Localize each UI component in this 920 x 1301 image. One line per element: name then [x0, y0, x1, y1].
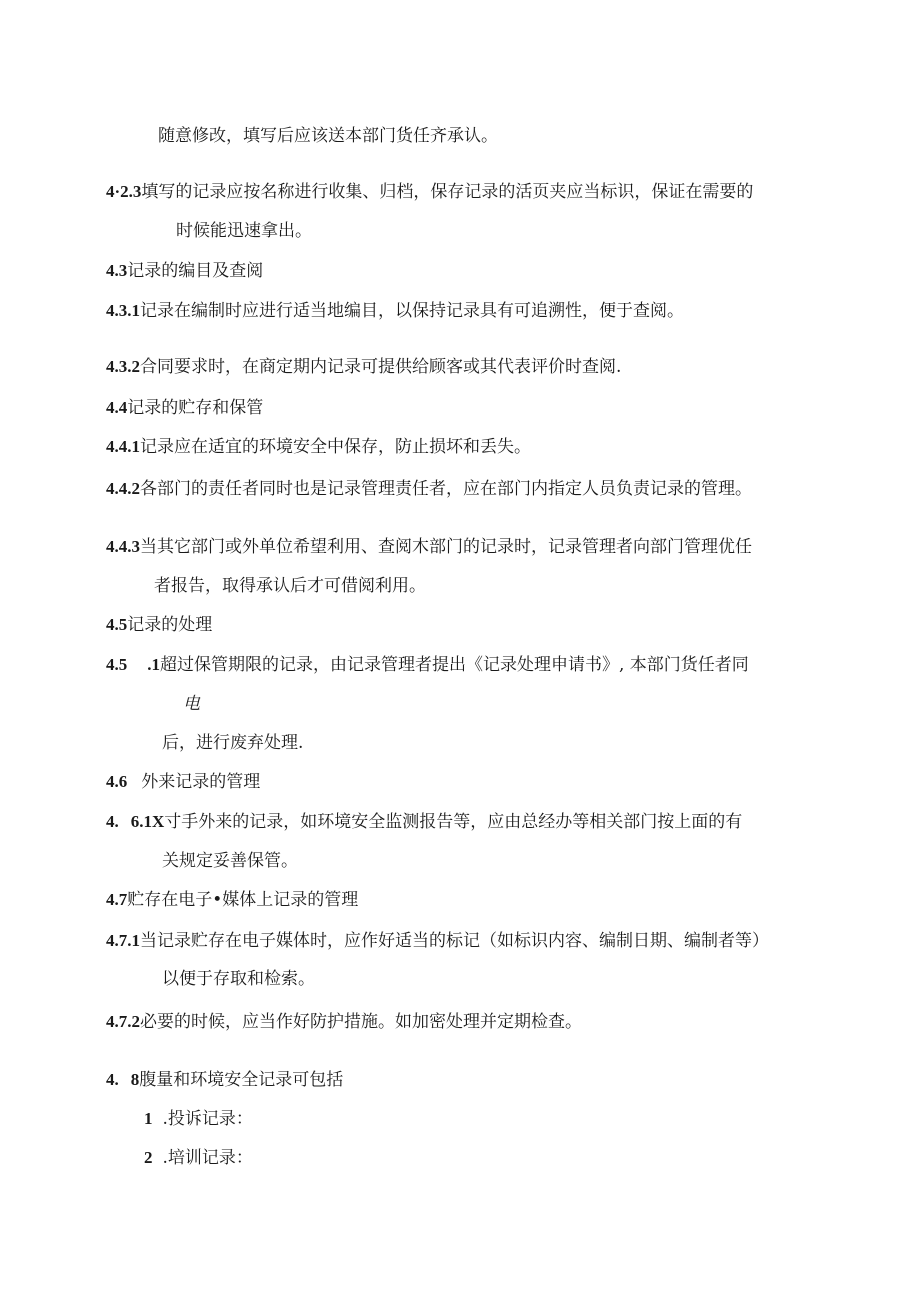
- paragraph-text: 记录应在适宜的环境安全中保存，防止损坏和丢失。: [140, 437, 531, 457]
- paragraph-text: 必要的时候，应当作好防护措施。如加密处理并定期检查。: [140, 1012, 582, 1032]
- section-number: 4.: [106, 812, 119, 831]
- section-number: 4.7.1: [106, 931, 140, 950]
- section-4-3-2: [106, 355, 621, 379]
- section-number: 8: [130, 1070, 140, 1089]
- section-number: 4.3.1: [106, 301, 140, 320]
- section-number: 6.1X: [130, 812, 165, 831]
- list-number: 2: [144, 1148, 153, 1167]
- paragraph-text: 当其它部门或外单位希望利用、查阅木部门的记录时，记录管理者向部门管理优任: [140, 537, 752, 557]
- text-line: [183, 692, 200, 716]
- section-4-8-heading: [106, 1068, 343, 1092]
- paragraph-text: 记录在编制时应进行适当地编目，以保持记录具有可追溯性，便于查阅。: [140, 301, 684, 321]
- section-number: .1: [147, 655, 160, 674]
- text-line: [158, 124, 498, 148]
- paragraph-text: 当记录贮存在电子媒体时，应作好适当的标记（如标识内容、编制日期、编制者等）: [140, 931, 769, 951]
- section-number: 4.4.2: [106, 479, 140, 498]
- list-item: [144, 1107, 253, 1131]
- section-4-5-1: [106, 653, 749, 677]
- section-4-4-1: [106, 435, 531, 459]
- section-number: 4.7.2: [106, 1012, 140, 1031]
- paragraph-text: 各部门的责任者同时也是记录管理责任者，应在部门内指定人员负责记录的管理。: [140, 479, 752, 499]
- list-item-text: .培训记录：: [162, 1148, 253, 1168]
- text-line: [154, 574, 426, 598]
- section-4-4-3: [106, 535, 752, 559]
- paragraph-text: 超过保管期限的记录，由记录管理者提出《记录处理申请书》, 本部门货任者同: [160, 655, 749, 675]
- paragraph-text: 后，进行废弃处理.: [162, 733, 304, 753]
- section-number: 4.4.1: [106, 437, 140, 456]
- section-heading: 记录的编目及查阅: [127, 261, 264, 281]
- section-number: 4.7: [106, 890, 128, 909]
- section-number: 4.4: [106, 398, 128, 417]
- text-line: [176, 219, 312, 243]
- section-4-3-1: [106, 299, 684, 323]
- section-number: 4.4.3: [106, 537, 140, 556]
- section-4-7-heading: [106, 888, 358, 912]
- section-4-2-3: [106, 180, 753, 204]
- section-4-5-heading: [106, 613, 212, 637]
- section-4-4-2: [106, 477, 752, 501]
- section-number: 4.3.2: [106, 357, 140, 376]
- section-number: 4.: [106, 1070, 119, 1089]
- list-number: 1: [144, 1109, 153, 1128]
- list-item: [144, 1146, 253, 1170]
- paragraph-text: 随意修改，填写后应该送本部门货任齐承认。: [158, 126, 498, 146]
- section-number: 4.6: [106, 772, 128, 791]
- text-line: [162, 731, 303, 755]
- section-heading: 贮存在电子•媒体上记录的管理: [127, 890, 359, 910]
- section-number: 4.5: [106, 655, 128, 674]
- section-heading: 外来记录的管理: [141, 772, 261, 792]
- paragraph-text: 者报告，取得承认后才可借阅利用。: [154, 576, 426, 596]
- section-heading: 记录的贮存和保管: [127, 398, 264, 418]
- text-line: [162, 849, 298, 873]
- section-4-7-1: [106, 929, 769, 953]
- section-heading: 腹量和环境安全记录可包括: [139, 1070, 344, 1090]
- paragraph-text: 填写的记录应按名称进行收集、归档，保存记录的活页夹应当标识，保证在需要的: [141, 182, 754, 202]
- section-4-6-heading: [106, 770, 260, 794]
- list-item-text: .投诉记录：: [162, 1109, 253, 1129]
- text-line: [162, 967, 315, 991]
- section-4-3-heading: [106, 259, 263, 283]
- section-number: 4.5: [106, 615, 128, 634]
- paragraph-text: 以便于存取和检索。: [162, 969, 315, 989]
- section-4-4-heading: [106, 396, 263, 420]
- section-number: 4·2.3: [106, 182, 142, 201]
- paragraph-text: 关规定妥善保管。: [162, 851, 298, 871]
- paragraph-text: 合同要求时，在商定期内记录可提供给顾客或其代表评价时查阅.: [140, 357, 622, 377]
- paragraph-text: 电: [183, 694, 200, 714]
- section-heading: 记录的处理: [127, 615, 213, 635]
- paragraph-text: 时候能迅速拿出。: [176, 221, 312, 241]
- paragraph-text: 寸手外来的记录，如环境安全监测报告等，应由总经办等相关部门按上面的有: [164, 812, 743, 832]
- section-4-6-1: [106, 810, 742, 834]
- section-4-7-2: [106, 1010, 582, 1034]
- section-number: 4.3: [106, 261, 128, 280]
